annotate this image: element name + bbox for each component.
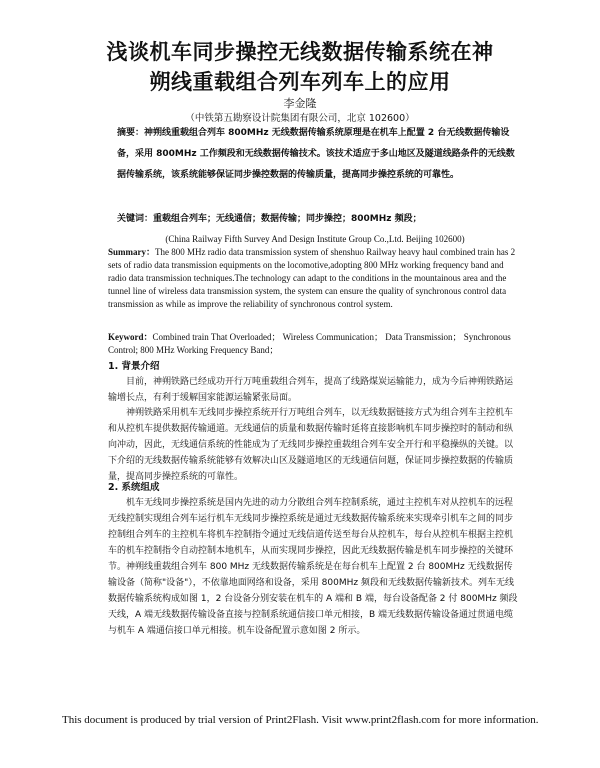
keywords-label: 关键词： xyxy=(117,214,154,224)
summary-text: The 800 MHz radio data transmission system of shenshuo Railway heavy haul combined train has 2 sets of radio data transmission equipments on the locomotive,adopting 800 MHz working frequency band and radio data transmission techniques.The technology can adapt to the conditions in the mountainous area and the tunnel line of wireless data transmission system, the system can ensure the quality of synchronous control data transmission as while as improve the reliability of synchronous control system. xyxy=(108,247,516,309)
abstract-label: 摘要： xyxy=(117,128,145,138)
section-2-paragraph-2: 神朔线重载组合列车 800 MHz 无线数据传输系统是在每台机车上配置 2 台 800MHz 无线数据传输设备（简称"设备"），不依靠地面网络和设备，采用 800MHz 频段和无线数据传输新技术。列车无线数据传输系统构成如图 1，2 台设备分别安装在机车的 A 端和 B 端，每台设备配备 2 付 800MHz 频段天线，A 端无线数据传输设备直接与控制系统通信接口单元相接，B 端无线数据传输设备通过贯通电缆与机车 A 端通信接口单元相接。机车设备配置示意如图 2 所示。 xyxy=(108,562,518,636)
title-line-2: 朔线重载组合列车列车上的应用 xyxy=(149,70,451,94)
affiliation: （中铁第五勘察设计院集团有限公司，北京 102600） xyxy=(185,113,415,124)
author: 李金隆 xyxy=(283,97,317,110)
keyword-label: Keyword： xyxy=(108,332,153,342)
keyword-text: Combined train That Overloaded； Wireless Communication； Data Transmission； Synchronous Control; 800 MHz Working Frequency Band； xyxy=(108,332,511,355)
english-affiliation: (China Railway Fifth Survey And Design Institute Group Co.,Ltd. Beijing 102600) xyxy=(165,234,465,244)
section-2-heading: 2. 系统组成 xyxy=(108,482,160,493)
keywords-cn xyxy=(117,209,517,230)
section-1-paragraph-1: 目前，神朔铁路已经成功开行万吨重载组合列车，提高了线路煤炭运输能力，成为今后神朔铁路运输增长点，有利于缓解国家能源运输紧张局面。 xyxy=(108,377,514,403)
abstract-cn xyxy=(117,123,517,186)
abstract-text: 神朔线重载组合列车 800MHz 无线数据传输系统原理是在机车上配置 2 台无线数据传输设备，采用 800MHz 工作频段和无线数据传输技术。该技术适应于多山地区及隧道线路条件的无线数据传输系统，该系统能够保证同步操控数据的传输质量，提高同步操控系统的可靠性。 xyxy=(117,128,515,180)
english-summary xyxy=(108,246,518,311)
section-1-heading: 1. 背景介绍 xyxy=(108,361,160,372)
summary-label: Summary： xyxy=(108,247,155,257)
english-keywords xyxy=(108,331,518,357)
keywords-text: 重载组合列车；无线通信；数据传输；同步操控；800MHz 频段； xyxy=(153,214,422,224)
trial-watermark-footer: This document is produced by trial version of Print2Flash. Visit www.print2flash.com for more information. xyxy=(62,714,539,726)
section-2-paragraph-1: 机车无线同步操控系统是国内先进的动力分散组合列车控制系统，通过主控机车对从控机车的远程无线控制实现组合列车运行机车无线同步操控系统是通过无线数据传输系统来实现牵引机车之间的同步控制组合列车的主控机车将机车控制指令通过无线信道传送至每台从控机车，每台从控机车根据主控机车的机车控制指令自动控制本地机车，从而实现同步操控，因此无线数据传输是机车同步操控的关键环节。 xyxy=(108,498,514,572)
section-1-paragraph-2: 神朔铁路采用机车无线同步操控系统开行万吨组合列车，以无线数据链接方式为组合列车主控机车和从控机车提供数据传输通道。无线通信的质量和数据传输时延将直接影响机车同步操控时的制动和纵向冲动，因此，无线通信系统的性能成为了无线同步操控重载组合列车安全开行和平稳操纵的关键。以下介绍的无线数据传输系统能够有效解决山区及隧道地区的无线通信问题，保证同步操控数据的传输质量，提高同步操控系统的可靠性。 xyxy=(108,408,514,482)
title-line-1: 浅谈机车同步操控无线数据传输系统在神 xyxy=(106,40,494,64)
